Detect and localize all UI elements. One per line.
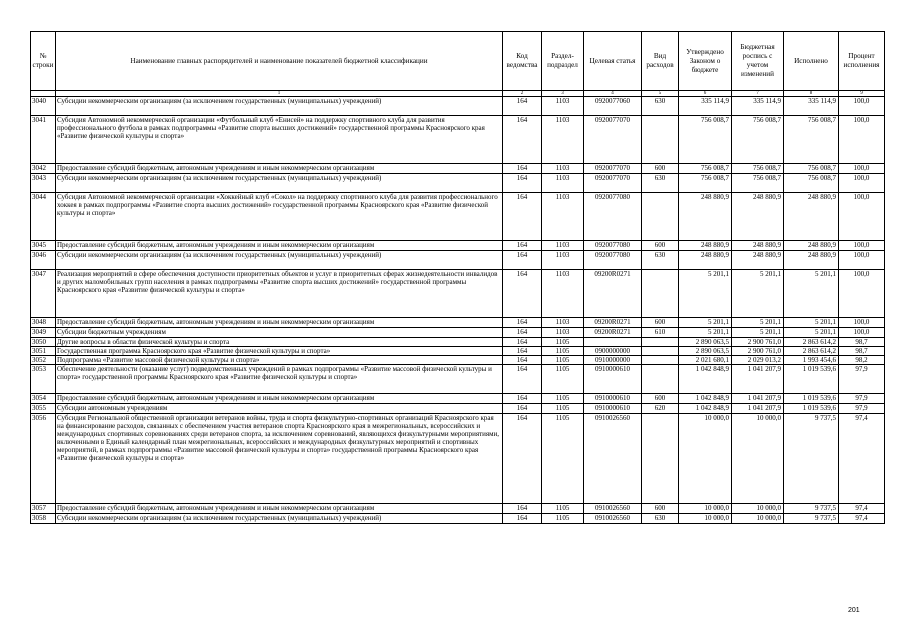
row-rospis: 5 201,1 <box>732 328 784 338</box>
row-vid-rashodov: 630 <box>642 514 679 524</box>
row-utverzhdeno: 5 201,1 <box>679 270 732 318</box>
budget-table-sheet <box>30 31 885 524</box>
row-procent: 100,0 <box>839 174 885 193</box>
row-procent: 97,9 <box>839 404 885 414</box>
table-row <box>31 514 885 524</box>
row-number: 3058 <box>31 514 56 524</box>
row-name: Субсидия Автономной некоммерческой организации «Футбольный клуб «Енисей» на поддержку спортивного клуба для развития профессионального футбола в рамках подпрограммы «Развитие спорта высших достижений» государственной программы Красноярского края «Развитие физической культуры и спорта» <box>56 116 503 164</box>
col-header-ved: Код ведомства <box>503 32 542 91</box>
table-row <box>31 404 885 414</box>
header-row <box>31 32 885 91</box>
row-ispolneno: 248 880,9 <box>784 241 839 251</box>
row-name: Обеспечение деятельности (оказание услуг) подведомственных учреждений в рамках подпрограммы «Развитие массовой физической культуры и спорта» государственной программы Красноярского края «Развитие физической культуры и спорта» <box>56 365 503 394</box>
row-ved-code: 164 <box>503 414 542 504</box>
row-utverzhdeno: 5 201,1 <box>679 318 732 328</box>
row-vid-rashodov: 630 <box>642 174 679 193</box>
row-ved-code: 164 <box>503 356 542 365</box>
row-ispolneno: 2 863 614,2 <box>784 347 839 356</box>
row-celevaya: 0910026560 <box>584 514 642 524</box>
row-celevaya: 0900000000 <box>584 347 642 356</box>
row-razdel: 1103 <box>542 318 584 328</box>
row-ispolneno: 248 880,9 <box>784 193 839 241</box>
col-number: 3 <box>542 91 584 97</box>
row-procent: 97,4 <box>839 514 885 524</box>
table-row <box>31 97 885 116</box>
table-row <box>31 164 885 174</box>
row-procent: 97,9 <box>839 394 885 404</box>
row-celevaya: 0920077080 <box>584 251 642 270</box>
row-utverzhdeno: 248 880,9 <box>679 241 732 251</box>
row-number: 3045 <box>31 241 56 251</box>
row-razdel: 1105 <box>542 514 584 524</box>
row-name: Подпрограмма «Развитие массовой физической культуры и спорта» <box>56 356 503 365</box>
row-celevaya: 0910000610 <box>584 404 642 414</box>
row-razdel: 1105 <box>542 356 584 365</box>
table-row <box>31 251 885 270</box>
row-ispolneno: 335 114,9 <box>784 97 839 116</box>
row-ispolneno: 1 019 539,6 <box>784 404 839 414</box>
table-row <box>31 193 885 241</box>
row-celevaya: 0920077080 <box>584 241 642 251</box>
table-row <box>31 174 885 193</box>
row-name: Субсидии бюджетным учреждениям <box>56 328 503 338</box>
col-number: 9 <box>839 91 885 97</box>
row-utverzhdeno: 5 201,1 <box>679 328 732 338</box>
row-procent: 97,4 <box>839 504 885 514</box>
row-vid-rashodov: 600 <box>642 241 679 251</box>
col-header-proc: Процент исполнения <box>839 32 885 91</box>
row-ispolneno: 9 737,5 <box>784 504 839 514</box>
row-number: 3054 <box>31 394 56 404</box>
row-rospis: 248 880,9 <box>732 193 784 241</box>
row-ispolneno: 1 993 454,6 <box>784 356 839 365</box>
row-ved-code: 164 <box>503 193 542 241</box>
row-rospis: 10 000,0 <box>732 514 784 524</box>
row-ved-code: 164 <box>503 164 542 174</box>
row-utverzhdeno: 1 042 848,9 <box>679 404 732 414</box>
row-ved-code: 164 <box>503 338 542 347</box>
row-ispolneno: 1 019 539,6 <box>784 394 839 404</box>
col-header-vid: Вид расходов <box>642 32 679 91</box>
row-number: 3052 <box>31 356 56 365</box>
row-ved-code: 164 <box>503 97 542 116</box>
row-razdel: 1103 <box>542 270 584 318</box>
table-row <box>31 365 885 394</box>
row-rospis: 756 008,7 <box>732 116 784 164</box>
row-razdel: 1105 <box>542 338 584 347</box>
row-celevaya <box>584 338 642 347</box>
row-ved-code: 164 <box>503 251 542 270</box>
row-number: 3050 <box>31 338 56 347</box>
table-row <box>31 356 885 365</box>
col-header-rospis: Бюджетная роспись с учетом изменений <box>732 32 784 91</box>
row-ispolneno: 248 880,9 <box>784 251 839 270</box>
col-number: 6 <box>679 91 732 97</box>
row-number: 3056 <box>31 414 56 504</box>
row-procent: 97,4 <box>839 414 885 504</box>
col-number: 2 <box>503 91 542 97</box>
row-ved-code: 164 <box>503 347 542 356</box>
row-vid-rashodov <box>642 193 679 241</box>
row-utverzhdeno: 1 042 848,9 <box>679 365 732 394</box>
row-ved-code: 164 <box>503 174 542 193</box>
row-procent: 100,0 <box>839 251 885 270</box>
row-name: Предоставление субсидий бюджетным, автономным учреждениям и иным некоммерческим организациям <box>56 164 503 174</box>
row-ispolneno: 1 019 539,6 <box>784 365 839 394</box>
row-name: Предоставление субсидий бюджетным, автономным учреждениям и иным некоммерческим организациям <box>56 504 503 514</box>
row-razdel: 1103 <box>542 97 584 116</box>
row-name: Субсидии некоммерческим организациям (за исключением государственных (муниципальных) учреждений) <box>56 97 503 116</box>
row-celevaya: 0910026560 <box>584 504 642 514</box>
row-razdel: 1105 <box>542 504 584 514</box>
col-number: 8 <box>784 91 839 97</box>
table-row <box>31 328 885 338</box>
row-number: 3057 <box>31 504 56 514</box>
row-vid-rashodov <box>642 270 679 318</box>
row-celevaya: 09200R0271 <box>584 318 642 328</box>
row-ved-code: 164 <box>503 328 542 338</box>
row-rospis: 2 900 761,0 <box>732 338 784 347</box>
row-utverzhdeno: 756 008,7 <box>679 116 732 164</box>
row-ved-code: 164 <box>503 504 542 514</box>
row-number: 3040 <box>31 97 56 116</box>
row-number: 3042 <box>31 164 56 174</box>
row-rospis: 1 041 207,9 <box>732 365 784 394</box>
row-procent: 97,9 <box>839 365 885 394</box>
row-vid-rashodov: 600 <box>642 164 679 174</box>
row-name: Предоставление субсидий бюджетным, автономным учреждениям и иным некоммерческим организациям <box>56 394 503 404</box>
row-name: Другие вопросы в области физической культуры и спорта <box>56 338 503 347</box>
row-ved-code: 164 <box>503 318 542 328</box>
row-utverzhdeno: 10 000,0 <box>679 414 732 504</box>
row-procent: 100,0 <box>839 270 885 318</box>
row-vid-rashodov <box>642 116 679 164</box>
row-utverzhdeno: 1 042 848,9 <box>679 394 732 404</box>
col-number: 7 <box>732 91 784 97</box>
row-rospis: 335 114,9 <box>732 97 784 116</box>
row-rospis: 10 000,0 <box>732 504 784 514</box>
row-ispolneno: 2 863 614,2 <box>784 338 839 347</box>
row-celevaya: 0910000610 <box>584 365 642 394</box>
row-celevaya: 0920077070 <box>584 164 642 174</box>
row-vid-rashodov <box>642 338 679 347</box>
col-number: 1 <box>56 91 503 97</box>
row-celevaya: 0920077060 <box>584 97 642 116</box>
row-celevaya: 0910026560 <box>584 414 642 504</box>
col-header-num: № строки <box>31 32 56 91</box>
row-utverzhdeno: 2 890 063,5 <box>679 347 732 356</box>
row-procent: 98,2 <box>839 356 885 365</box>
table-row <box>31 414 885 504</box>
row-name: Субсидии некоммерческим организациям (за исключением государственных (муниципальных) учреждений) <box>56 174 503 193</box>
row-number: 3043 <box>31 174 56 193</box>
row-rospis: 1 041 207,9 <box>732 394 784 404</box>
row-razdel: 1103 <box>542 116 584 164</box>
row-celevaya: 0910000610 <box>584 394 642 404</box>
row-utverzhdeno: 248 880,9 <box>679 193 732 241</box>
table-body <box>31 97 885 524</box>
row-celevaya: 0910000000 <box>584 356 642 365</box>
row-rospis: 10 000,0 <box>732 414 784 504</box>
row-vid-rashodov: 600 <box>642 394 679 404</box>
row-number: 3044 <box>31 193 56 241</box>
row-number: 3047 <box>31 270 56 318</box>
row-name: Субсидия Региональной общественной организации ветеранов войны, труда и спорта физкультурно-спортивных организаций Красноярского края на финансирование расходов, связанных с обеспечением участия ветеранов спорта Красноярского края в межрегиональных, всероссийских и международных спортивных соревнованиях среди ветеранов спорта, за исключением соревнований, являющихся физкультурными мероприятиями, включенными в Единый календарный план межрегиональных, всероссийских и международных физкультурных мероприятий и спортивных мероприятий, в рамках подпрограммы «Развитие массовой физической культуры и спорта» государственной программы Красноярского края «Развитие физической культуры и спорта» <box>56 414 503 504</box>
row-celevaya: 0920077070 <box>584 116 642 164</box>
table-row <box>31 394 885 404</box>
row-procent: 100,0 <box>839 97 885 116</box>
row-ispolneno: 5 201,1 <box>784 328 839 338</box>
table-row <box>31 241 885 251</box>
row-vid-rashodov: 630 <box>642 251 679 270</box>
row-razdel: 1103 <box>542 241 584 251</box>
row-razdel: 1105 <box>542 414 584 504</box>
row-rospis: 248 880,9 <box>732 251 784 270</box>
row-razdel: 1103 <box>542 251 584 270</box>
row-rospis: 1 041 207,9 <box>732 404 784 414</box>
row-rospis: 5 201,1 <box>732 270 784 318</box>
row-razdel: 1105 <box>542 404 584 414</box>
row-procent: 100,0 <box>839 164 885 174</box>
col-header-name: Наименование главных распорядителей и наименование показателей бюджетной классификации <box>56 32 503 91</box>
table-row <box>31 116 885 164</box>
row-vid-rashodov: 610 <box>642 328 679 338</box>
row-procent: 100,0 <box>839 328 885 338</box>
row-procent: 98,7 <box>839 347 885 356</box>
row-celevaya: 09200R0271 <box>584 328 642 338</box>
row-ved-code: 164 <box>503 270 542 318</box>
row-rospis: 756 008,7 <box>732 174 784 193</box>
row-razdel: 1105 <box>542 365 584 394</box>
row-rospis: 2 029 013,2 <box>732 356 784 365</box>
row-ved-code: 164 <box>503 116 542 164</box>
row-ved-code: 164 <box>503 365 542 394</box>
row-name: Государственная программа Красноярского края «Развитие физической культуры и спорта» <box>56 347 503 356</box>
row-razdel: 1103 <box>542 193 584 241</box>
row-celevaya: 0920077080 <box>584 193 642 241</box>
table-row <box>31 504 885 514</box>
budget-table <box>30 31 885 524</box>
row-utverzhdeno: 10 000,0 <box>679 514 732 524</box>
row-celevaya: 09200R0271 <box>584 270 642 318</box>
page-number: 201 <box>848 607 860 614</box>
table-row <box>31 347 885 356</box>
row-ved-code: 164 <box>503 241 542 251</box>
row-name: Субсидии некоммерческим организациям (за исключением государственных (муниципальных) учреждений) <box>56 251 503 270</box>
row-number: 3053 <box>31 365 56 394</box>
table-row <box>31 270 885 318</box>
row-utverzhdeno: 2 021 680,1 <box>679 356 732 365</box>
row-ispolneno: 9 737,5 <box>784 514 839 524</box>
row-vid-rashodov <box>642 356 679 365</box>
row-vid-rashodov: 600 <box>642 318 679 328</box>
row-name: Субсидии автономным учреждениям <box>56 404 503 414</box>
row-vid-rashodov: 630 <box>642 97 679 116</box>
row-number: 3046 <box>31 251 56 270</box>
row-number: 3049 <box>31 328 56 338</box>
row-razdel: 1103 <box>542 328 584 338</box>
row-number: 3051 <box>31 347 56 356</box>
col-number: 4 <box>584 91 642 97</box>
table-row <box>31 318 885 328</box>
row-razdel: 1103 <box>542 174 584 193</box>
row-utverzhdeno: 10 000,0 <box>679 504 732 514</box>
row-ispolneno: 9 737,5 <box>784 414 839 504</box>
col-header-celevaya: Целевая статья <box>584 32 642 91</box>
row-number: 3055 <box>31 404 56 414</box>
row-procent: 98,7 <box>839 338 885 347</box>
row-utverzhdeno: 756 008,7 <box>679 164 732 174</box>
col-header-razdel: Раздел-подраздел <box>542 32 584 91</box>
row-razdel: 1103 <box>542 164 584 174</box>
row-rospis: 248 880,9 <box>732 241 784 251</box>
row-number: 3048 <box>31 318 56 328</box>
row-name: Реализация мероприятий в сфере обеспечения доступности приоритетных объектов и услуг в приоритетных сферах жизнедеятельности инвалидов и других маломобильных групп населения в рамках подпрограммы «Развитие спорта высших достижений» государственной программы Красноярского края «Развитие физической культуры и спорта» <box>56 270 503 318</box>
col-number: 5 <box>642 91 679 97</box>
row-ispolneno: 5 201,1 <box>784 318 839 328</box>
row-ved-code: 164 <box>503 394 542 404</box>
row-razdel: 1105 <box>542 347 584 356</box>
row-rospis: 5 201,1 <box>732 318 784 328</box>
row-name: Субсидия Автономной некоммерческой организации «Хоккейный клуб «Сокол» на поддержку спортивного клуба для развития профессионального хоккея в рамках подпрограммы «Развитие спорта высших достижений» государственной программы Красноярского края «Развитие физической культуры и спорта» <box>56 193 503 241</box>
table-row <box>31 338 885 347</box>
row-ispolneno: 756 008,7 <box>784 164 839 174</box>
row-name: Предоставление субсидий бюджетным, автономным учреждениям и иным некоммерческим организациям <box>56 241 503 251</box>
row-ispolneno: 756 008,7 <box>784 174 839 193</box>
row-procent: 100,0 <box>839 193 885 241</box>
row-razdel: 1105 <box>542 394 584 404</box>
col-header-utv: Утверждено Законом о бюджете <box>679 32 732 91</box>
row-utverzhdeno: 248 880,9 <box>679 251 732 270</box>
col-header-isp: Исполнено <box>784 32 839 91</box>
row-vid-rashodov: 620 <box>642 404 679 414</box>
row-utverzhdeno: 2 890 063,5 <box>679 338 732 347</box>
row-rospis: 2 900 761,0 <box>732 347 784 356</box>
row-ved-code: 164 <box>503 404 542 414</box>
row-procent: 100,0 <box>839 318 885 328</box>
row-celevaya: 0920077070 <box>584 174 642 193</box>
row-vid-rashodov <box>642 347 679 356</box>
row-rospis: 756 008,7 <box>732 164 784 174</box>
row-utverzhdeno: 335 114,9 <box>679 97 732 116</box>
row-number: 3041 <box>31 116 56 164</box>
row-procent: 100,0 <box>839 241 885 251</box>
row-vid-rashodov <box>642 365 679 394</box>
row-vid-rashodov: 600 <box>642 504 679 514</box>
row-ispolneno: 756 008,7 <box>784 116 839 164</box>
row-name: Предоставление субсидий бюджетным, автономным учреждениям и иным некоммерческим организациям <box>56 318 503 328</box>
row-procent: 100,0 <box>839 116 885 164</box>
row-vid-rashodov <box>642 414 679 504</box>
row-utverzhdeno: 756 008,7 <box>679 174 732 193</box>
row-ved-code: 164 <box>503 514 542 524</box>
row-ispolneno: 5 201,1 <box>784 270 839 318</box>
row-name: Субсидии некоммерческим организациям (за исключением государственных (муниципальных) учреждений) <box>56 514 503 524</box>
